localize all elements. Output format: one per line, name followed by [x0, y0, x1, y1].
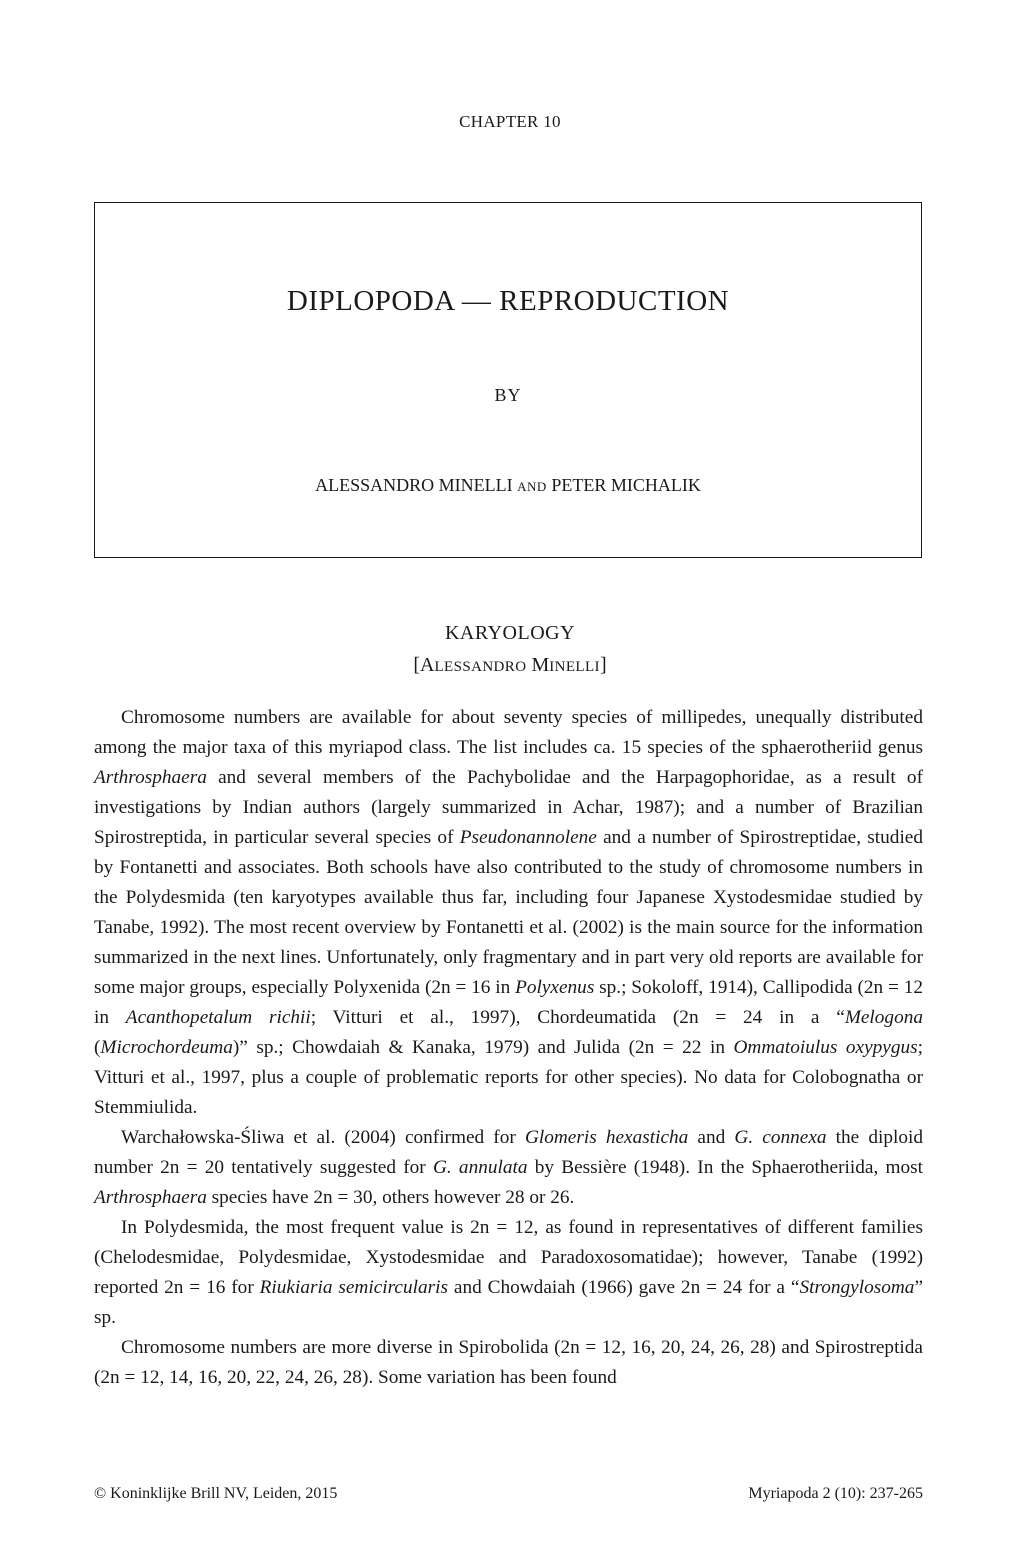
chapter-label: CHAPTER 10	[459, 112, 561, 131]
title-box	[94, 202, 922, 558]
chapter-title: DIPLOPODA — REPRODUCTION	[286, 285, 730, 317]
footer-copyright: © Koninklijke Brill NV, Leiden, 2015	[94, 1485, 338, 1502]
section-heading: KARYOLOGY	[444, 622, 576, 644]
paragraph-4: Chromosome numbers are more diverse in Spirobolida (2n = 12, 16, 20, 24, 26, 28) and Spirostreptida (2n = 12, 14, 16, 20, 22, 24, 26, 28). Some variation has been found	[94, 1337, 923, 1388]
footer-citation: Myriapoda 2 (10): 237-265	[748, 1485, 923, 1502]
author-2: PETER MICHALIK	[551, 475, 701, 495]
authors-line	[95, 475, 921, 496]
paragraph-2: Warchałowska-Śliwa et al. (2004) confirmed for Glomeris hexasticha and G. connexa the diploid number 2n = 20 tentatively suggested for G. annulata by Bessière (1948). In the Sphaerotheriida, most Arthrosphaera species have 2n = 30, others however 28 or 26.	[94, 1127, 924, 1208]
paragraph-1: Chromosome numbers are available for about seventy species of millipedes, unequally distributed among the major taxa of this myriapod class. The list includes ca. 15 species of the sphaerotheriid genus Arthrosphaera and several members of the Pachybolidae and the Harpagophoridae, as a result of investigations by Indian authors (largely summarized in Achar, 1987); and a number of Brazilian Spirostreptida, in particular several species of Pseudonannolene and a number of Spirostreptidae, studied by Fontanetti and associates. Both schools have also contributed to the study of chromosome numbers in the Polydesmida (ten karyotypes available thus far, including four Japanese Xystodesmidae studied by Tanabe, 1992). The most recent overview by Fontanetti et al. (2002) is the main source for the information summarized in the next lines. Unfortunately, only fragmentary and in part very old reports are available for some major groups, especially Polyxenida (2n = 16 in Polyxenus sp.; Sokoloff, 1914), Callipodida (2n = 12 in Acanthopetalum richii; Vitturi et al., 1997), Chordeumatida (2n = 24 in a “Melogona (Microchordeuma)” sp.; Chowdaiah & Kanaka, 1979) and Julida (2n = 22 in Ommatoiulus oxypygus; Vitturi et al., 1997, plus a couple of problematic reports for other species). No data for Colobognatha or Stemmiulida.	[94, 707, 924, 1118]
paragraph-3: In Polydesmida, the most frequent value is 2n = 12, as found in representatives of different families (Chelodesmidae, Polydesmidae, Xystodesmidae and Paradoxosomatidae); however, Tanabe (1992) reported 2n = 16 for Riukiaria semicircularis and Chowdaiah (1966) gave 2n = 24 for a “Strongylosoma” sp.	[94, 1217, 923, 1328]
body-text	[94, 703, 923, 1393]
author-conjunction: AND	[517, 479, 547, 494]
author-1: ALESSANDRO MINELLI	[315, 475, 513, 495]
by-line: BY	[494, 385, 522, 405]
section-author: [ALESSANDRO MINELLI]	[413, 654, 607, 676]
